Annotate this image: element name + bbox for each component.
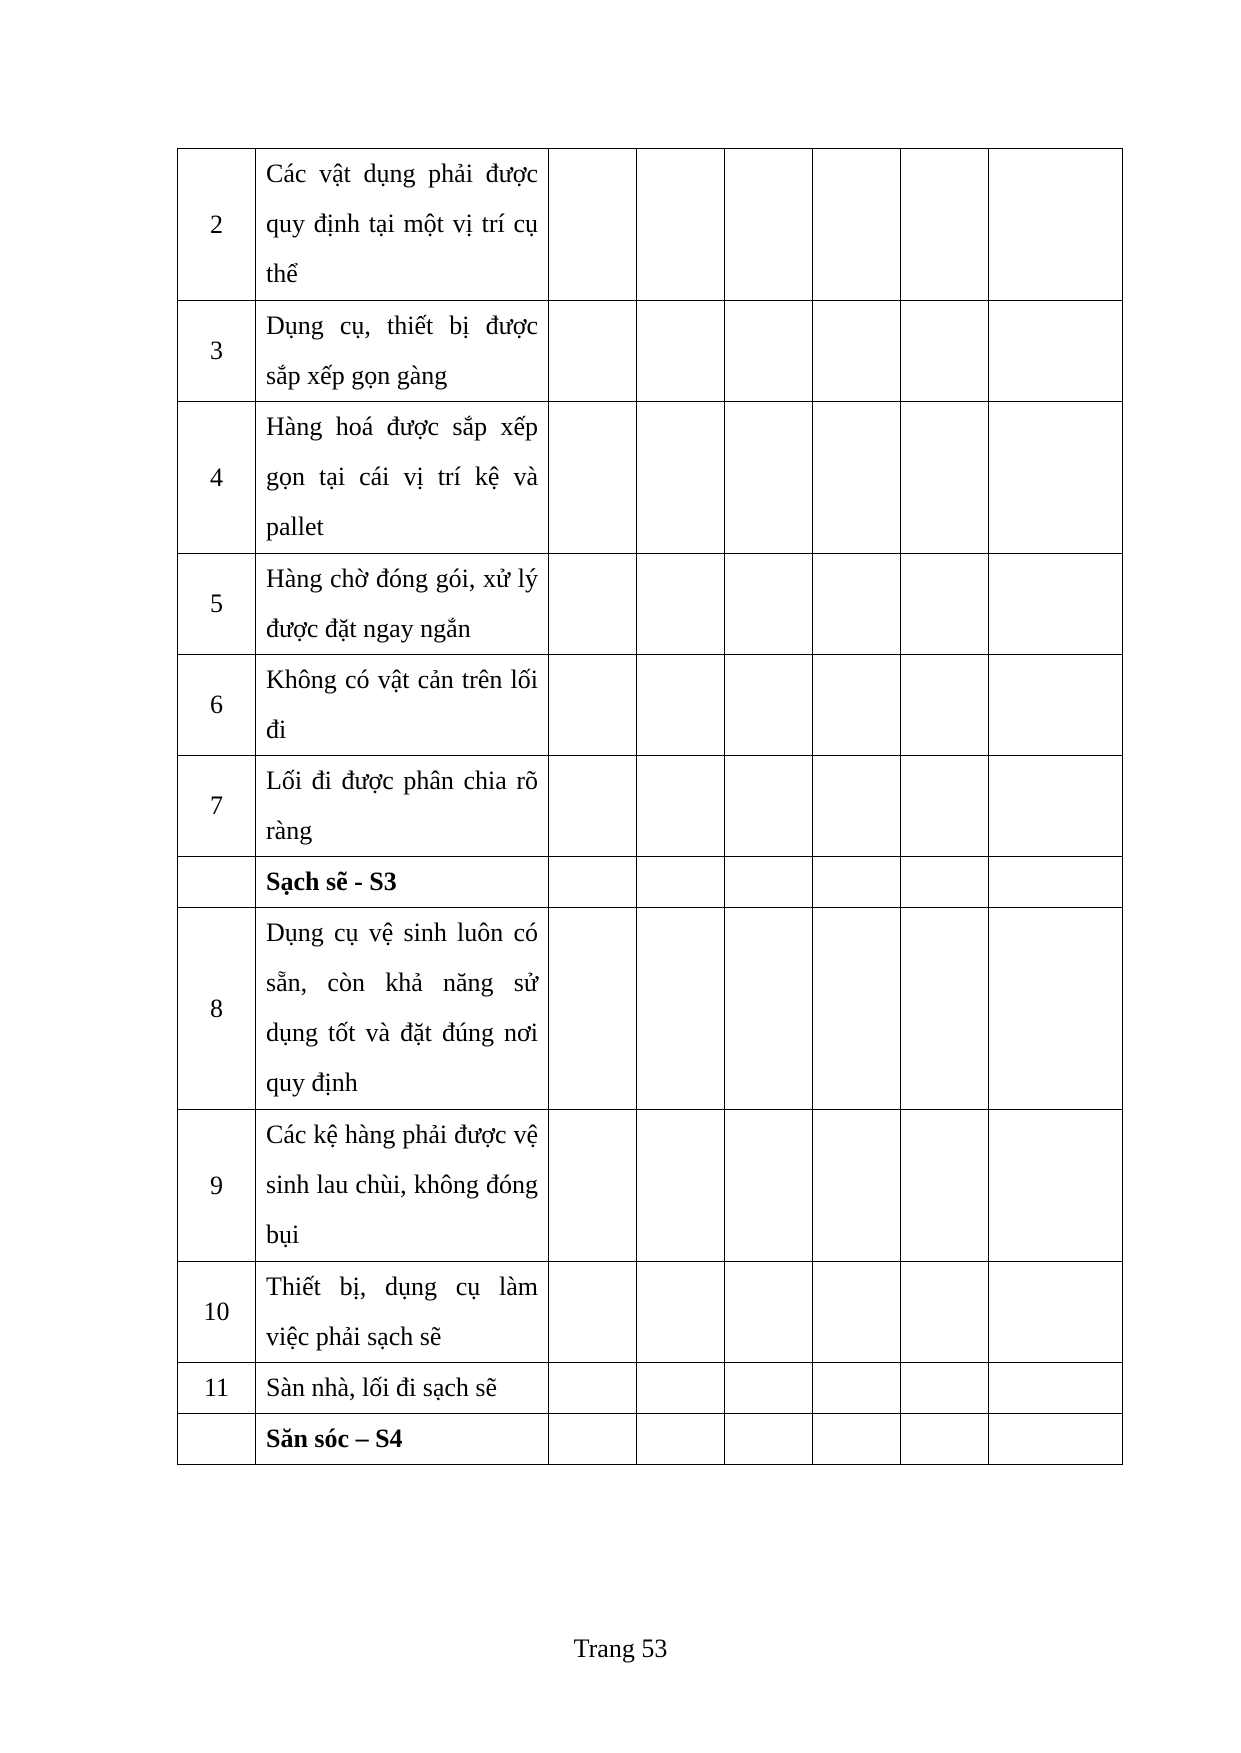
row-number: 9: [178, 1110, 256, 1262]
table-row: [178, 908, 1123, 1110]
criterion-text: Thiết bị, dụng cụ làm việc phải sạch sẽ: [256, 1262, 549, 1363]
score-cell: [725, 1414, 813, 1465]
score-cell: [725, 402, 813, 554]
score-cell: [901, 857, 989, 908]
score-cell: [725, 1110, 813, 1262]
score-cell: [901, 1262, 989, 1363]
score-cell: [901, 1363, 989, 1414]
score-cell: [725, 857, 813, 908]
score-cell: [637, 149, 725, 301]
checklist-body: [178, 149, 1123, 1465]
checklist-table: [177, 148, 1123, 1465]
score-cell: [637, 1110, 725, 1262]
score-cell: [989, 1110, 1123, 1262]
score-cell: [549, 149, 637, 301]
score-cell: [989, 655, 1123, 756]
page-number: Trang 53: [573, 1634, 668, 1663]
row-number: [178, 1414, 256, 1465]
table-row: [178, 756, 1123, 857]
score-cell: [725, 301, 813, 402]
criterion-text: Các kệ hàng phải được vệ sinh lau chùi, không đóng bụi: [256, 1110, 549, 1262]
score-cell: [637, 1363, 725, 1414]
score-cell: [989, 1414, 1123, 1465]
score-cell: [725, 756, 813, 857]
score-cell: [901, 149, 989, 301]
table-row: [178, 1363, 1123, 1414]
score-cell: [637, 1262, 725, 1363]
score-cell: [813, 1262, 901, 1363]
table-row: [178, 554, 1123, 655]
score-cell: [901, 301, 989, 402]
section-row: [178, 857, 1123, 908]
row-number: 11: [178, 1363, 256, 1414]
score-cell: [901, 756, 989, 857]
score-cell: [725, 554, 813, 655]
criterion-text: Dụng cụ vệ sinh luôn có sẵn, còn khả năng sử dụng tốt và đặt đúng nơi quy định: [256, 908, 549, 1110]
score-cell: [813, 756, 901, 857]
score-cell: [901, 1110, 989, 1262]
score-cell: [901, 908, 989, 1110]
score-cell: [813, 402, 901, 554]
table-row: [178, 301, 1123, 402]
score-cell: [549, 1414, 637, 1465]
score-cell: [989, 857, 1123, 908]
table-row: [178, 149, 1123, 301]
score-cell: [813, 301, 901, 402]
score-cell: [549, 402, 637, 554]
score-cell: [813, 1363, 901, 1414]
score-cell: [725, 1363, 813, 1414]
row-number: 2: [178, 149, 256, 301]
row-number: [178, 857, 256, 908]
score-cell: [549, 1110, 637, 1262]
score-cell: [989, 908, 1123, 1110]
score-cell: [813, 655, 901, 756]
score-cell: [813, 1414, 901, 1465]
row-number: 7: [178, 756, 256, 857]
criterion-text: Sàn nhà, lối đi sạch sẽ: [256, 1363, 549, 1414]
table-row: [178, 1262, 1123, 1363]
score-cell: [637, 908, 725, 1110]
score-cell: [989, 149, 1123, 301]
score-cell: [725, 655, 813, 756]
table-row: [178, 402, 1123, 554]
score-cell: [549, 857, 637, 908]
section-title: Sạch sẽ - S3: [256, 857, 549, 908]
score-cell: [813, 149, 901, 301]
score-cell: [549, 554, 637, 655]
score-cell: [989, 301, 1123, 402]
score-cell: [637, 1414, 725, 1465]
criterion-text: Dụng cụ, thiết bị được sắp xếp gọn gàng: [256, 301, 549, 402]
score-cell: [813, 554, 901, 655]
score-cell: [637, 554, 725, 655]
table-row: [178, 655, 1123, 756]
criterion-text: Các vật dụng phải được quy định tại một vị trí cụ thể: [256, 149, 549, 301]
score-cell: [549, 301, 637, 402]
score-cell: [725, 149, 813, 301]
score-cell: [725, 908, 813, 1110]
section-row: [178, 1414, 1123, 1465]
criterion-text: Hàng hoá được sắp xếp gọn tại cái vị trí kệ và pallet: [256, 402, 549, 554]
row-number: 4: [178, 402, 256, 554]
score-cell: [901, 402, 989, 554]
score-cell: [549, 1262, 637, 1363]
criterion-text: Lối đi được phân chia rõ ràng: [256, 756, 549, 857]
score-cell: [989, 1262, 1123, 1363]
score-cell: [901, 655, 989, 756]
score-cell: [989, 1363, 1123, 1414]
score-cell: [989, 756, 1123, 857]
criterion-text: Không có vật cản trên lối đi: [256, 655, 549, 756]
score-cell: [725, 1262, 813, 1363]
score-cell: [637, 402, 725, 554]
score-cell: [989, 554, 1123, 655]
row-number: 5: [178, 554, 256, 655]
score-cell: [989, 402, 1123, 554]
row-number: 3: [178, 301, 256, 402]
score-cell: [549, 908, 637, 1110]
table-row: [178, 1110, 1123, 1262]
score-cell: [637, 655, 725, 756]
row-number: 6: [178, 655, 256, 756]
score-cell: [549, 655, 637, 756]
row-number: 8: [178, 908, 256, 1110]
score-cell: [549, 756, 637, 857]
criterion-text: Hàng chờ đóng gói, xử lý được đặt ngay ngắn: [256, 554, 549, 655]
score-cell: [813, 1110, 901, 1262]
score-cell: [637, 756, 725, 857]
score-cell: [901, 554, 989, 655]
section-title: Săn sóc – S4: [256, 1414, 549, 1465]
score-cell: [813, 908, 901, 1110]
row-number: 10: [178, 1262, 256, 1363]
score-cell: [813, 857, 901, 908]
score-cell: [549, 1363, 637, 1414]
score-cell: [637, 301, 725, 402]
score-cell: [637, 857, 725, 908]
score-cell: [901, 1414, 989, 1465]
